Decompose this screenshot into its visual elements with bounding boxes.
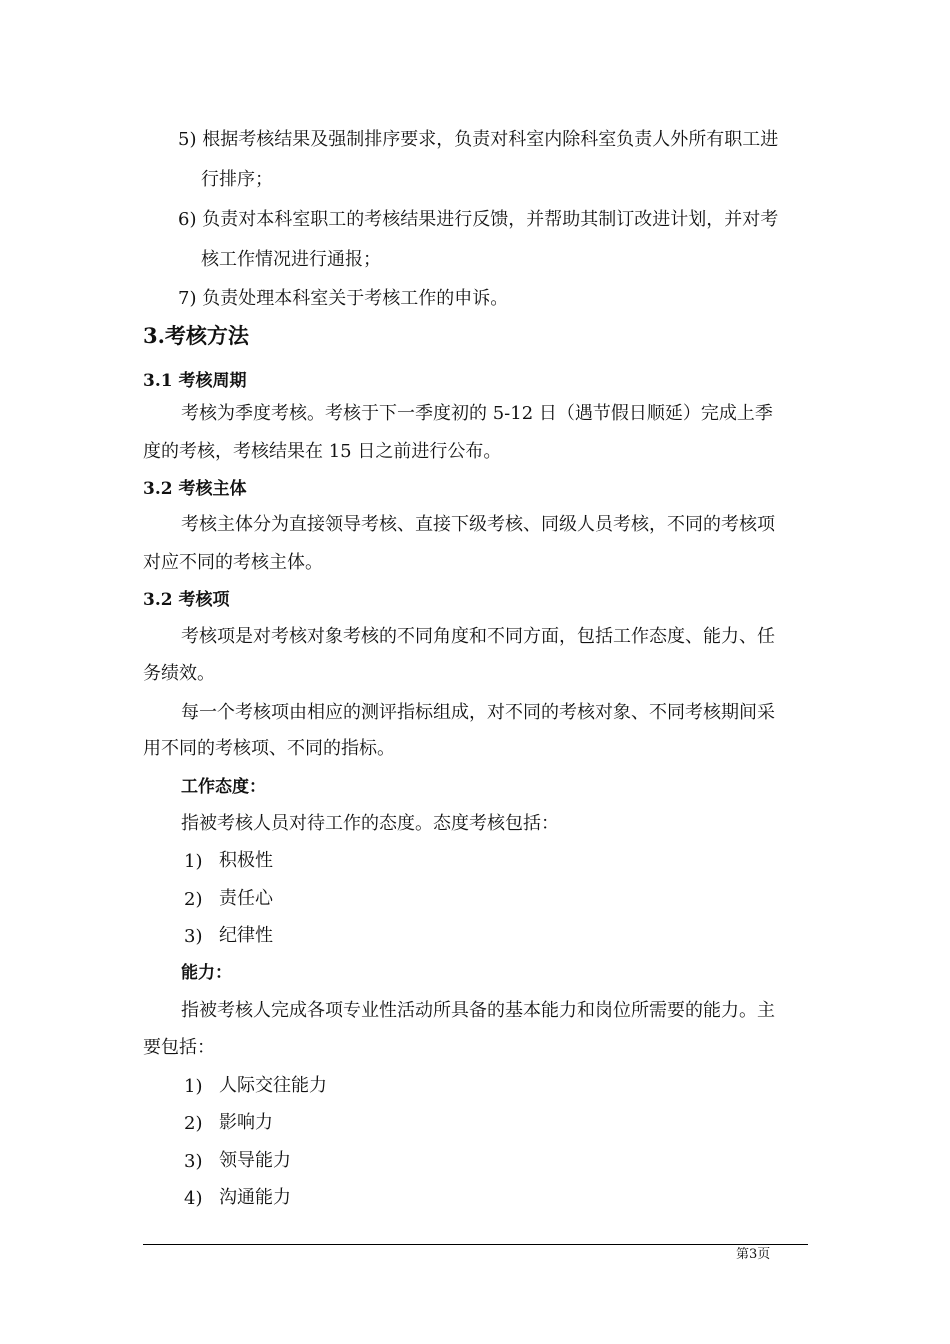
ability-item-1-number: 1) xyxy=(184,1076,203,1097)
ability-item-2-number: 2) xyxy=(184,1113,203,1134)
section-3-2-items-para1-line2: 务绩效。 xyxy=(143,663,215,684)
attitude-item-1-text: 积极性 xyxy=(219,850,273,871)
resp-item-7-line1: 7) 负责处理本科室关于考核工作的申诉。 xyxy=(178,288,509,309)
section-3-2-subject-heading: 3.2 考核主体 xyxy=(143,479,247,499)
ability-description-line2: 要包括： xyxy=(143,1037,215,1058)
ability-item-1-text: 人际交往能力 xyxy=(219,1075,327,1096)
attitude-item-3-text: 纪律性 xyxy=(219,925,273,946)
resp-item-6-line2: 核工作情况进行通报； xyxy=(201,249,381,270)
ability-item-4-number: 4) xyxy=(184,1188,203,1209)
attitude-item-1-number: 1) xyxy=(184,851,203,872)
attitude-item-3-number: 3) xyxy=(184,926,203,947)
resp-item-5-line2: 行排序； xyxy=(201,169,273,190)
section-3-2-subject-para-line2: 对应不同的考核主体。 xyxy=(143,552,323,573)
section-3-heading: 3.考核方法 xyxy=(143,323,249,348)
section-3-2-items-para2-line2: 用不同的考核项、不同的指标。 xyxy=(143,738,395,759)
resp-item-5-line1: 5) 根据考核结果及强制排序要求，负责对科室内除科室负责人外所有职工进 xyxy=(178,129,779,150)
ability-description-line1: 指被考核人完成各项专业性活动所具备的基本能力和岗位所需要的能力。主 xyxy=(181,1000,775,1021)
footer-divider xyxy=(143,1244,808,1245)
ability-item-4-text: 沟通能力 xyxy=(219,1187,291,1208)
ability-item-3-text: 领导能力 xyxy=(219,1150,291,1171)
page-number: 第3页 xyxy=(736,1247,771,1262)
section-3-1-para-line2: 度的考核，考核结果在 15 日之前进行公布。 xyxy=(143,441,502,462)
ability-item-2-text: 影响力 xyxy=(219,1112,273,1133)
section-3-2-items-heading: 3.2 考核项 xyxy=(143,590,230,610)
section-3-2-items-para2-line1: 每一个考核项由相应的测评指标组成，对不同的考核对象、不同考核期间采 xyxy=(181,702,775,723)
attitude-description: 指被考核人员对待工作的态度。态度考核包括： xyxy=(181,813,559,834)
attitude-item-2-text: 责任心 xyxy=(219,888,273,909)
ability-item-3-number: 3) xyxy=(184,1151,203,1172)
section-3-2-subject-para-line1: 考核主体分为直接领导考核、直接下级考核、同级人员考核，不同的考核项 xyxy=(181,514,775,535)
resp-item-6-line1: 6) 负责对本科室职工的考核结果进行反馈，并帮助其制订改进计划，并对考 xyxy=(178,209,779,230)
section-3-2-items-para1-line1: 考核项是对考核对象考核的不同角度和不同方面，包括工作态度、能力、任 xyxy=(181,626,775,647)
attitude-heading: 工作态度： xyxy=(181,777,266,797)
attitude-item-2-number: 2) xyxy=(184,889,203,910)
section-3-1-para-line1: 考核为季度考核。考核于下一季度初的 5-12 日（遇节假日顺延）完成上季 xyxy=(181,403,773,424)
ability-heading: 能力： xyxy=(181,963,232,983)
section-3-1-heading: 3.1 考核周期 xyxy=(143,371,247,391)
